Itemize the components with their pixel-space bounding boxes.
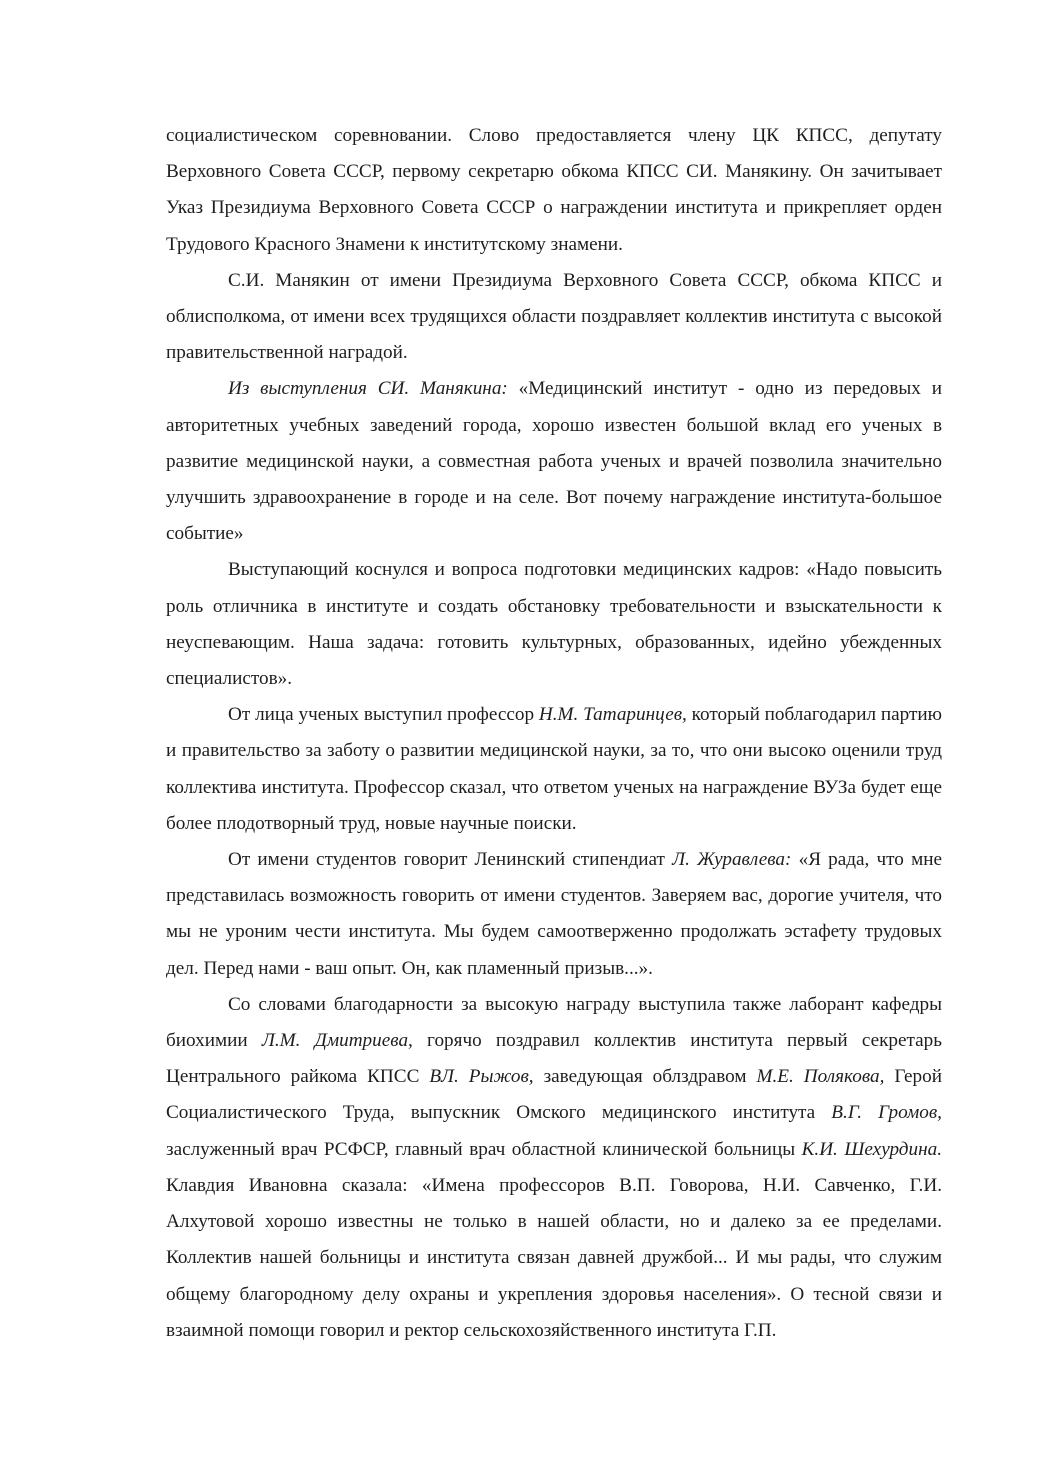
italic-name-span: Л. Журавлева: <box>672 849 792 871</box>
italic-name-span: М.Е. Полякова, <box>756 1066 885 1088</box>
body-text <box>166 118 942 1349</box>
italic-name-span: ВЛ. Рыжов, <box>429 1066 534 1088</box>
text-span: От лица ученых выступил профессор <box>228 704 539 726</box>
text-span: который поблагодарил партию и правительство за заботу о развитии медицинской науки, за то, что они высоко оценили труд коллектива института. Профессор сказал, что ответом ученых на награждение ВУЗа будет еще более плодотворный труд, новые научные поиски. <box>166 704 942 834</box>
text-span: горячо поздравил коллектив института первый секретарь Центрального райкома КПСС <box>166 1030 942 1088</box>
text-span: заведующая облздравом <box>533 1066 757 1088</box>
paragraph <box>166 842 942 987</box>
text-span: С.И. Манякин от имени Президиума Верховного Совета СССР, обкома КПСС и облисполкома, от имени всех трудящихся области поздравляет коллектив института с высокой правительственной наградой. <box>166 269 942 364</box>
text-span: Герой Социалистического Труда, выпускник Омского медицинского института <box>166 1066 942 1124</box>
text-span: «Медицинский институт - одно из передовых и авторитетных учебных заведений города, хорошо известен большой вклад его ученых в развитие медицинской науки, а совместная работа ученых и врачей позволила значительно улучшить здравоохранение в городе и на селе. Вот почему награждение института-большое событие» <box>166 378 942 545</box>
italic-name-span: Л.М. Дмитриева, <box>261 1030 413 1052</box>
italic-name-span: К.И. Шехурдина. <box>801 1138 943 1160</box>
paragraph <box>166 263 942 372</box>
text-span: Выступающий коснулся и вопроса подготовки медицинских кадров: «Надо повысить роль отличника в институте и создать обстановку требовательности и взыскательности к неуспевающим. Наша задача: готовить культурных, образованных, идейно убежденных специалистов». <box>166 559 942 690</box>
text-span: «Я рада, что мне представилась возможность говорить от имени студентов. Заверяем вас, дорогие учителя, что мы не уроним чести института. Мы будем самоотверженно продолжать эстафету трудовых дел. Перед нами - ваш опыт. Он, как пламенный призыв...». <box>166 849 943 979</box>
italic-name-span: Из выступления СИ. Манякина: <box>228 378 508 400</box>
text-span: социалистическом соревновании. Слово предоставляется члену ЦК КПСС, депутату Верховного Совета СССР, первому секретарю обкома КПСС СИ. Манякину. Он зачитывает Указ Президиума Верховного Совета СССР о награждении института и прикрепляет орден Трудового Красного Знамени к институтскому знамени. <box>166 125 942 255</box>
paragraph <box>166 118 942 263</box>
paragraph <box>166 697 942 842</box>
text-span: Клавдия Ивановна сказала: «Имена профессоров В.П. Говорова, Н.И. Савченко, Г.И. Алхутовой хорошо известны не только в нашей области, но и далеко за ее пределами. Коллектив нашей больницы и института связан давней дружбой... И мы рады, что служим общему благородному делу охраны и укрепления здоровья населения». О тесной связи и взаимной помощи говорил и ректор сельскохозяйственного института Г.П. <box>166 1174 942 1341</box>
text-span: Со словами благодарности за высокую награду выступила также лаборант кафедры биохимии <box>166 993 942 1052</box>
italic-name-span: В.Г. Громов, <box>831 1102 942 1124</box>
paragraph <box>166 987 942 1349</box>
paragraph <box>166 371 942 552</box>
text-span: заслуженный врач РСФСР, главный врач областной клинической больницы <box>166 1138 802 1160</box>
text-span: От имени студентов говорит Ленинский стипендиат <box>228 849 673 871</box>
paragraph <box>166 552 942 697</box>
italic-name-span: Н.М. Татаринцев, <box>538 704 687 726</box>
